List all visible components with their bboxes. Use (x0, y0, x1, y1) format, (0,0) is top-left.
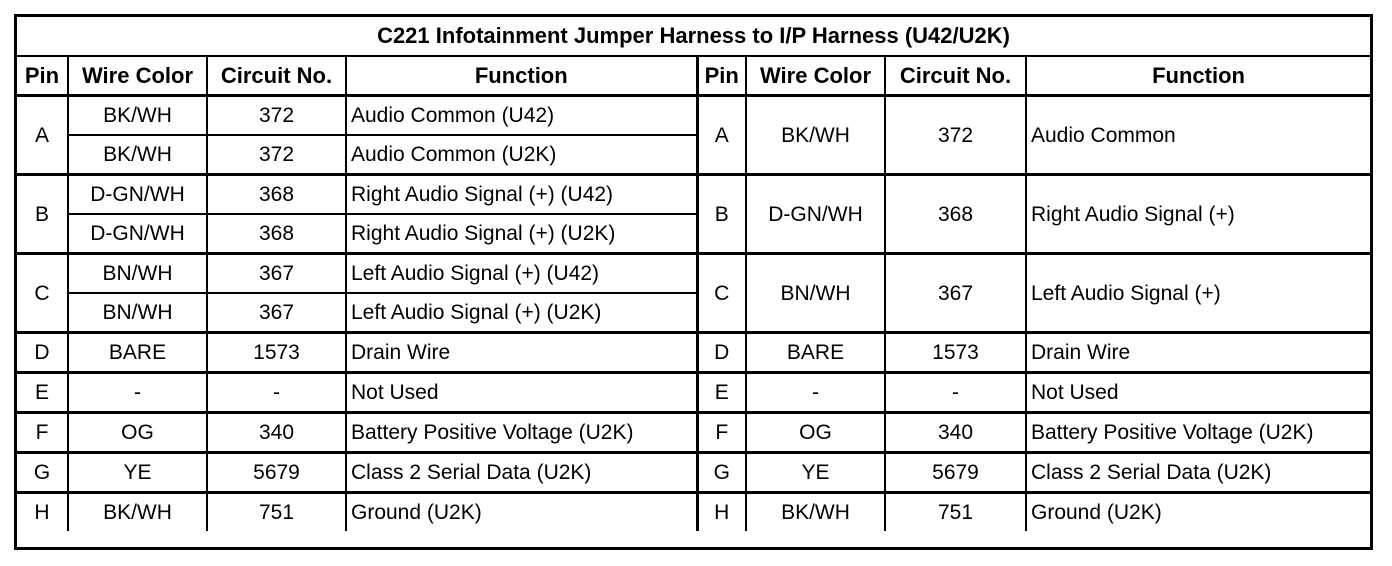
pin-cell: G (697, 453, 746, 493)
function-cell: Drain Wire (1026, 333, 1370, 373)
header-function-left: Function (346, 56, 697, 96)
function-cell: Right Audio Signal (+) (U2K) (346, 214, 697, 254)
table-row (17, 493, 1370, 532)
connector-table-frame (14, 14, 1373, 550)
wire-color-cell: YE (746, 453, 885, 493)
table-row (17, 254, 1370, 294)
function-cell: Audio Common (U2K) (346, 135, 697, 175)
pin-cell: C (17, 254, 68, 333)
table-title: C221 Infotainment Jumper Harness to I/P Harness (U42/U2K) (17, 17, 1370, 56)
pin-cell: A (697, 96, 746, 175)
circuit-cell: 751 (885, 493, 1026, 532)
circuit-cell: 367 (207, 254, 346, 294)
pin-cell: F (697, 413, 746, 453)
pin-cell: B (697, 175, 746, 254)
function-cell: Left Audio Signal (+) (1026, 254, 1370, 333)
table-row (17, 96, 1370, 136)
function-cell: Battery Positive Voltage (U2K) (1026, 413, 1370, 453)
header-row (17, 56, 1370, 96)
circuit-cell: 1573 (207, 333, 346, 373)
circuit-cell: 368 (885, 175, 1026, 254)
circuit-cell: 367 (207, 293, 346, 333)
header-pin-left: Pin (17, 56, 68, 96)
function-cell: Class 2 Serial Data (U2K) (1026, 453, 1370, 493)
header-circuit-left: Circuit No. (207, 56, 346, 96)
wire-color-cell: OG (746, 413, 885, 453)
pin-cell: F (17, 413, 68, 453)
function-cell: Not Used (346, 373, 697, 413)
header-wire-color-right: Wire Color (746, 56, 885, 96)
function-cell: Left Audio Signal (+) (U2K) (346, 293, 697, 333)
function-cell: Drain Wire (346, 333, 697, 373)
table-row (17, 413, 1370, 453)
circuit-cell: 340 (885, 413, 1026, 453)
header-function-right: Function (1026, 56, 1370, 96)
function-cell: Ground (U2K) (1026, 493, 1370, 532)
circuit-cell: 372 (885, 96, 1026, 175)
table-row (17, 175, 1370, 215)
wire-color-cell: D-GN/WH (68, 175, 207, 215)
header-pin-right: Pin (697, 56, 746, 96)
circuit-cell: 372 (207, 96, 346, 136)
function-cell: Ground (U2K) (346, 493, 697, 532)
function-cell: Battery Positive Voltage (U2K) (346, 413, 697, 453)
pin-cell: G (17, 453, 68, 493)
wire-color-cell: BK/WH (68, 96, 207, 136)
wire-color-cell: BN/WH (68, 293, 207, 333)
header-wire-color-left: Wire Color (68, 56, 207, 96)
circuit-cell: - (885, 373, 1026, 413)
wire-color-cell: BARE (68, 333, 207, 373)
connector-table (17, 17, 1370, 531)
wire-color-cell: OG (68, 413, 207, 453)
wire-color-cell: D-GN/WH (746, 175, 885, 254)
circuit-cell: 751 (207, 493, 346, 532)
circuit-cell: 340 (207, 413, 346, 453)
wire-color-cell: - (746, 373, 885, 413)
wire-color-cell: BK/WH (68, 135, 207, 175)
pin-cell: D (697, 333, 746, 373)
circuit-cell: 368 (207, 175, 346, 215)
circuit-cell: 1573 (885, 333, 1026, 373)
pin-cell: H (697, 493, 746, 532)
pin-cell: C (697, 254, 746, 333)
title-row (17, 17, 1370, 56)
pin-cell: E (697, 373, 746, 413)
wire-color-cell: BK/WH (746, 96, 885, 175)
table-row (17, 453, 1370, 493)
wire-color-cell: D-GN/WH (68, 214, 207, 254)
function-cell: Audio Common (1026, 96, 1370, 175)
circuit-cell: 372 (207, 135, 346, 175)
pin-cell: A (17, 96, 68, 175)
function-cell: Left Audio Signal (+) (U42) (346, 254, 697, 294)
function-cell: Class 2 Serial Data (U2K) (346, 453, 697, 493)
pin-cell: H (17, 493, 68, 532)
pin-cell: E (17, 373, 68, 413)
function-cell: Right Audio Signal (+) (U42) (346, 175, 697, 215)
pin-cell: D (17, 333, 68, 373)
wire-color-cell: BK/WH (68, 493, 207, 532)
wire-color-cell: BN/WH (68, 254, 207, 294)
wire-color-cell: BK/WH (746, 493, 885, 532)
function-cell: Not Used (1026, 373, 1370, 413)
circuit-cell: 5679 (885, 453, 1026, 493)
wire-color-cell: BN/WH (746, 254, 885, 333)
function-cell: Right Audio Signal (+) (1026, 175, 1370, 254)
pin-cell: B (17, 175, 68, 254)
table-row (17, 373, 1370, 413)
table-row (17, 333, 1370, 373)
circuit-cell: - (207, 373, 346, 413)
circuit-cell: 367 (885, 254, 1026, 333)
wire-color-cell: - (68, 373, 207, 413)
wire-color-cell: YE (68, 453, 207, 493)
function-cell: Audio Common (U42) (346, 96, 697, 136)
circuit-cell: 368 (207, 214, 346, 254)
header-circuit-right: Circuit No. (885, 56, 1026, 96)
circuit-cell: 5679 (207, 453, 346, 493)
wire-color-cell: BARE (746, 333, 885, 373)
